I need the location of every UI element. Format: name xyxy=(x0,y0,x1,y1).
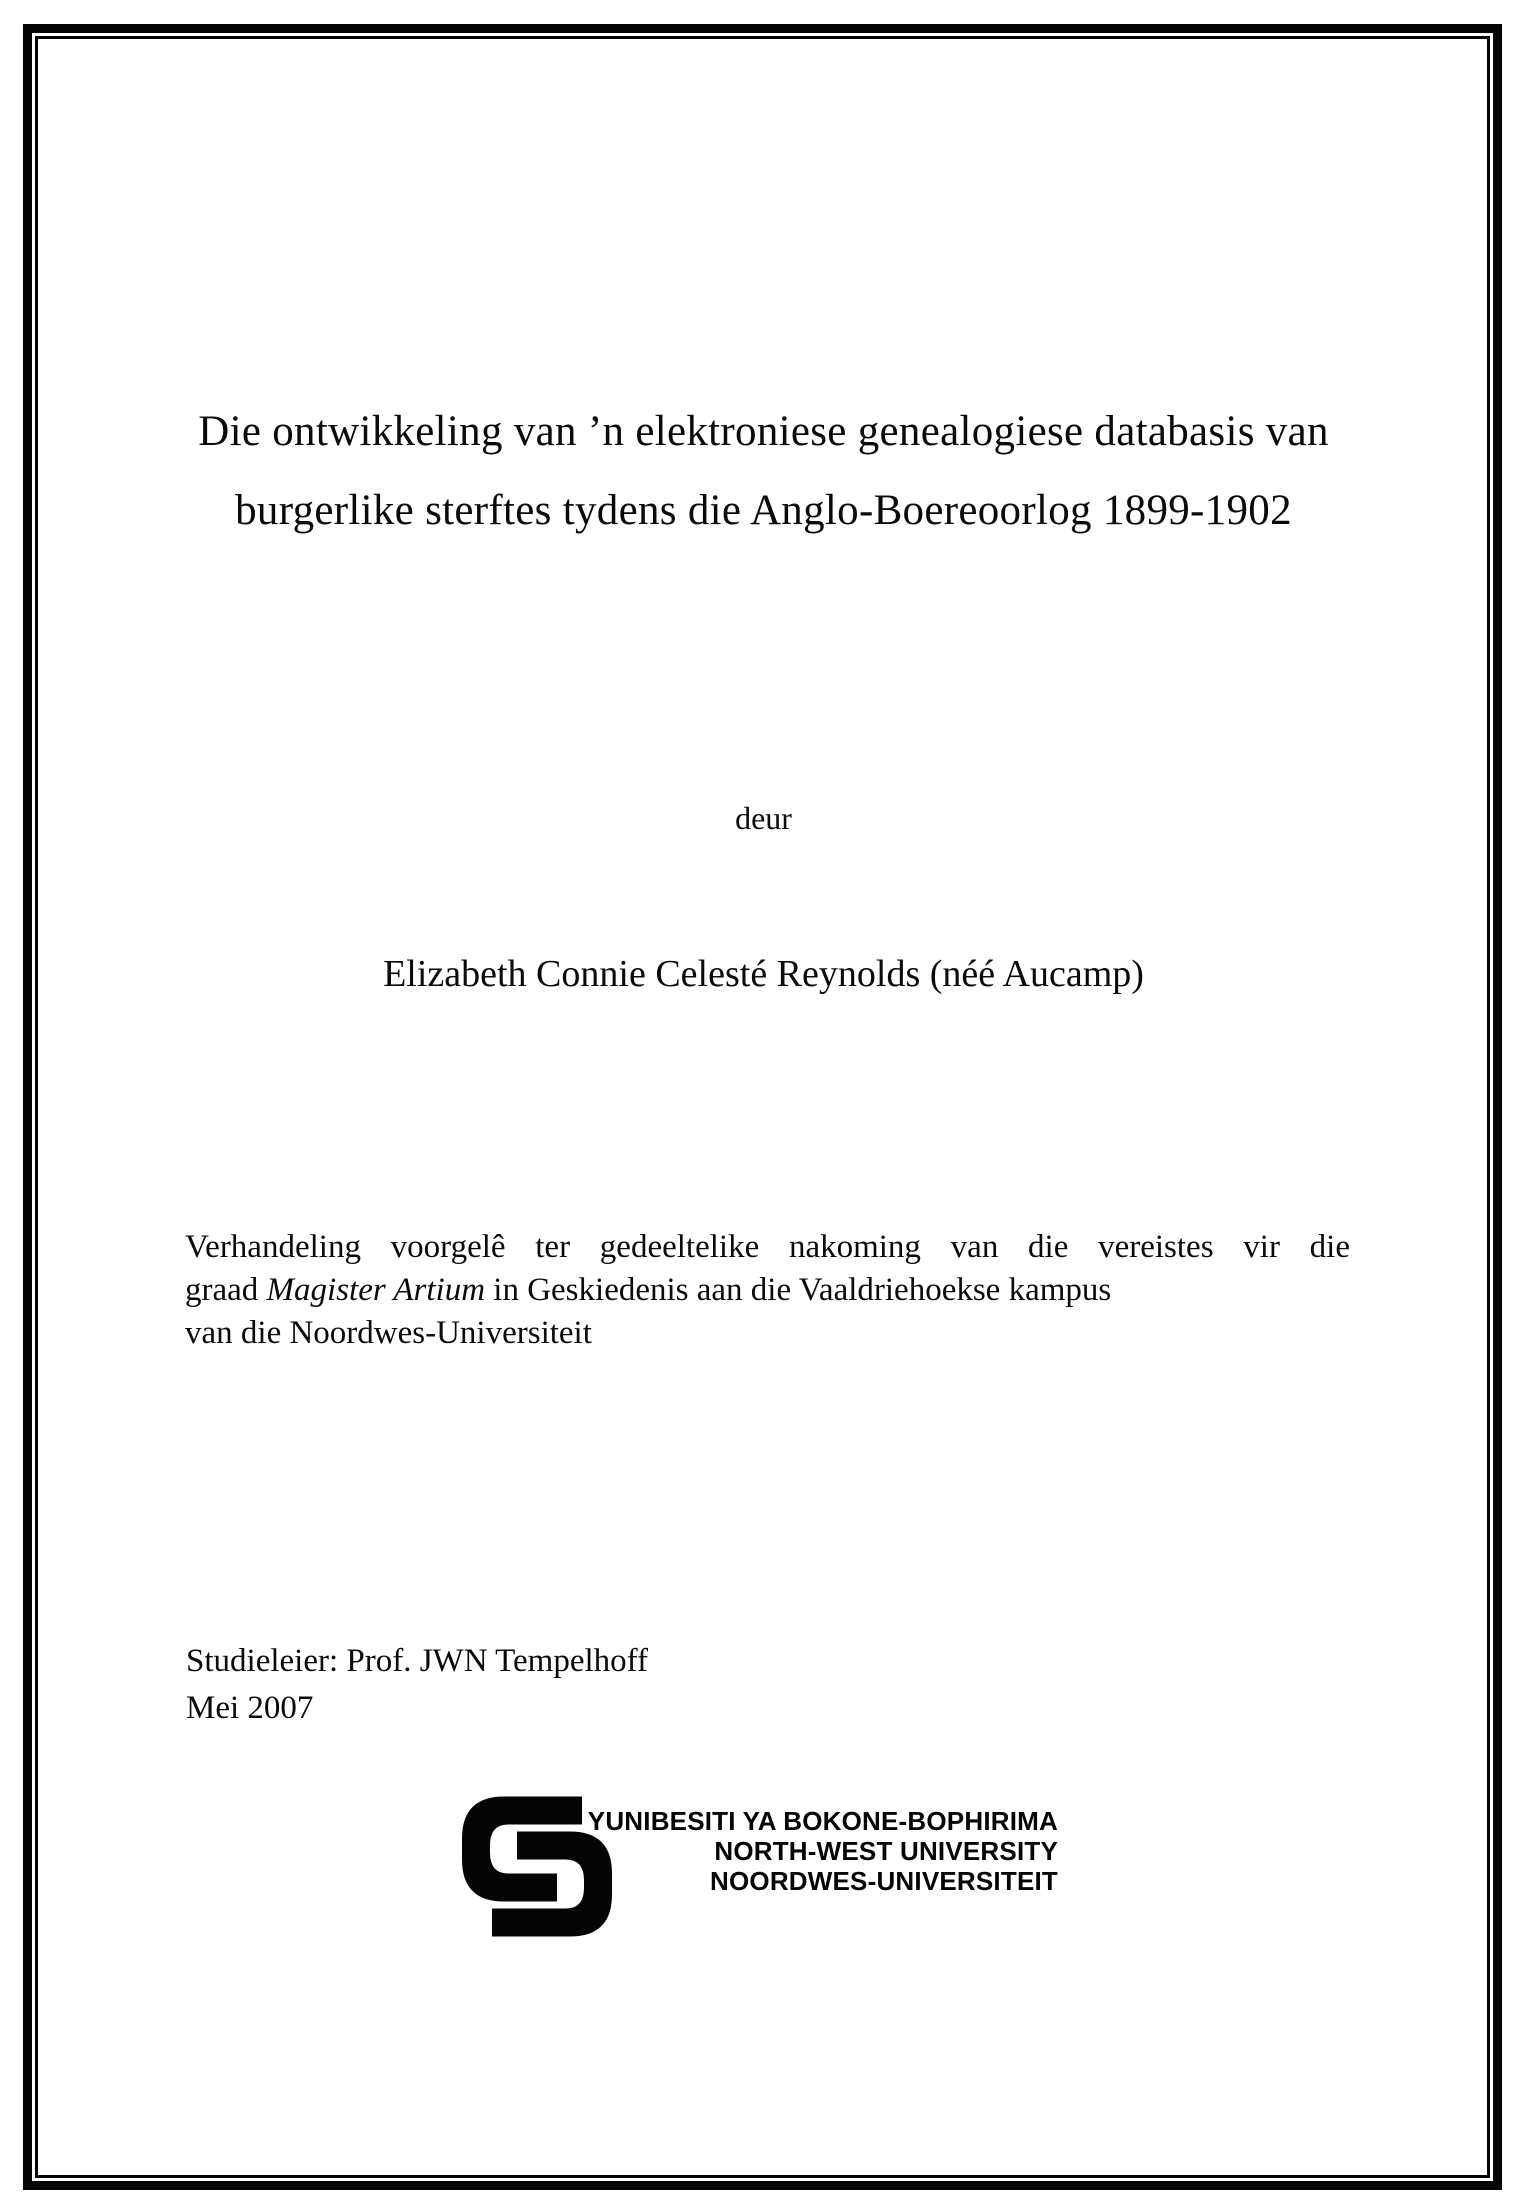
thesis-title-line1: Die ontwikkeling van ’n elektroniese genealogiese databasis van xyxy=(198,408,1329,455)
thesis-title xyxy=(150,392,1377,550)
thesis-title-line2: burgerlike sterftes tydens die Anglo-Boereoorlog 1899-1902 xyxy=(235,487,1292,534)
university-name-setswana: YUNIBESITI YA BOKONE-BOPHIRIMA xyxy=(587,1806,1058,1836)
university-name-afrikaans: NOORDWES-UNIVERSITEIT xyxy=(710,1866,1058,1896)
supervisor-block xyxy=(186,1638,648,1732)
university-name-block xyxy=(460,1806,1058,1896)
degree-statement xyxy=(185,1226,1350,1355)
university-name-english: NORTH-WEST UNIVERSITY xyxy=(714,1836,1058,1866)
degree-statement-line2-pre: graad xyxy=(185,1272,267,1308)
date-line: Mei 2007 xyxy=(186,1690,314,1726)
degree-name-italic: Magister Artium xyxy=(266,1272,486,1308)
degree-statement-line2-post: in Geskiedenis aan die Vaaldriehoekse kampus xyxy=(485,1272,1112,1308)
degree-statement-line1: Verhandeling voorgelê ter gedeeltelike nakoming van die vereistes vir die xyxy=(185,1229,1350,1265)
author-name: Elizabeth Connie Celesté Reynolds (néé Aucamp) xyxy=(383,953,1144,995)
degree-statement-line3: van die Noordwes-Universiteit xyxy=(185,1315,592,1351)
supervisor-line: Studieleier: Prof. JWN Tempelhoff xyxy=(186,1643,649,1679)
degree-statement-line2 xyxy=(185,1269,1350,1312)
byline-deur: deur xyxy=(735,800,792,836)
